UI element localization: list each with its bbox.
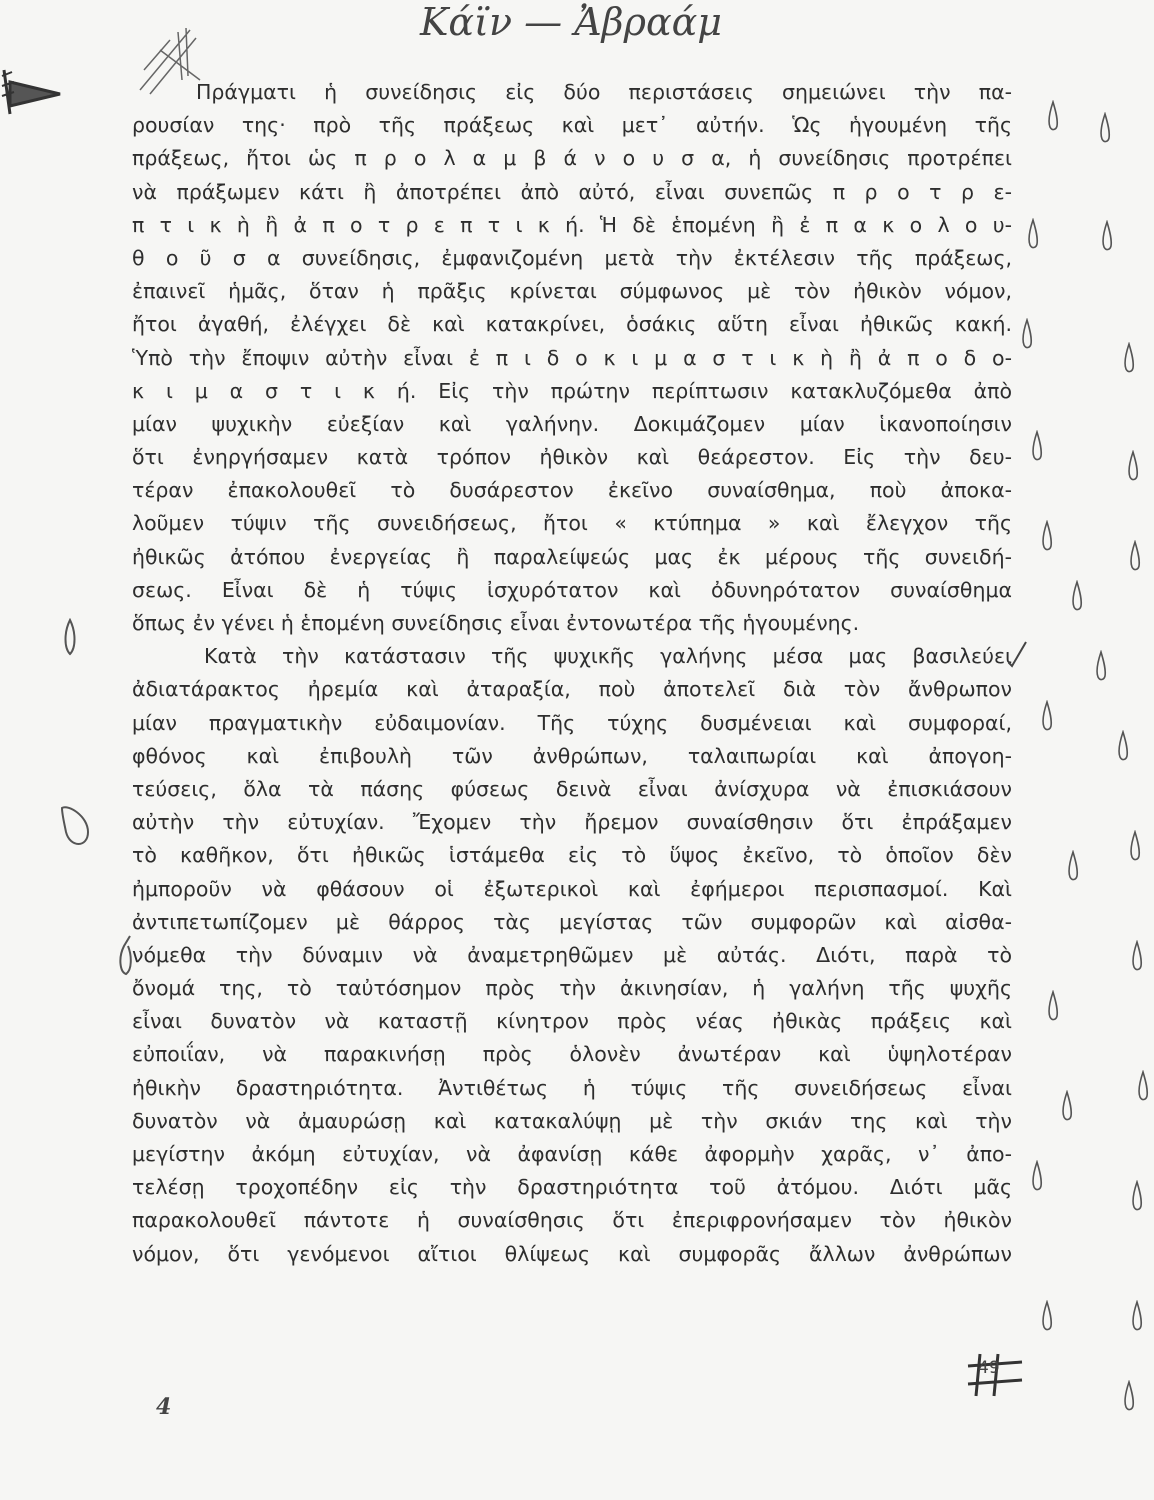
text-line: θ ο ῦ σ α συνείδησις, ἐμφανιζομένη μετὰ τὴν ἐκτέλεσιν τῆς πράξεως, bbox=[132, 245, 1012, 270]
text-line: ἀντιπετωπίζομεν μὲ θάρρος τὰς μεγίστας τῶν συμφορῶν καὶ αἰσθα- bbox=[132, 909, 1012, 934]
teardrop-mark-icon bbox=[1040, 1300, 1054, 1332]
text-line: ἠθικὴν δραστηριότητα. Ἀντιθέτως ἡ τύψις τῆς συνειδήσεως εἶναι bbox=[132, 1075, 1012, 1100]
teardrop-mark-icon bbox=[1094, 650, 1108, 682]
text-line: ἠμποροῦν νὰ φθάσουν οἱ ἐξωτερικοὶ καὶ ἐφήμεροι περισπασμοί. Καὶ bbox=[132, 876, 1012, 901]
handwritten-title: Κάϊν — Ἀβραάμ bbox=[420, 0, 722, 44]
teardrop-mark-icon bbox=[1100, 220, 1114, 252]
teardrop-mark-icon bbox=[1046, 990, 1060, 1022]
text-line: Ὑπὸ τὴν ἔποψιν αὐτὴν εἶναι ἐ π ι δ ο κ ι μ α σ τ ι κ ὴ ἢ ἀ π ο δ ο- bbox=[132, 345, 1012, 370]
teardrop-mark-icon bbox=[1122, 1380, 1136, 1412]
text-line: ἠθικῶς ἀτόπου ἐνεργείας ἢ παραλείψεώς μας ἐκ μέρους τῆς συνειδή- bbox=[132, 544, 1012, 569]
text-line: δυνατὸν νὰ ἀμαυρώσῃ καὶ κατακαλύψῃ μὲ τὴν σκιάν της καὶ τὴν bbox=[132, 1108, 1012, 1133]
text-line: τελέσῃ τροχοπέδην εἰς τὴν δραστηριότητα τοῦ ἀτόμου. Διότι μᾶς bbox=[132, 1175, 1012, 1200]
text-line: ὅτι ἐνηργήσαμεν κατὰ τρόπον ἠθικὸν καὶ θεάρεστον. Εἰς τὴν δευ- bbox=[132, 445, 1012, 470]
text-line: εὐποιΐαν, νὰ παρακινήσῃ πρὸς ὁλονὲν ἀνωτέραν καὶ ὑψηλοτέραν bbox=[132, 1042, 1012, 1067]
teardrop-mark-icon bbox=[1020, 318, 1034, 350]
margin-loop-mark bbox=[60, 618, 80, 658]
text-line: μίαν ψυχικὴν εὐεξίαν καὶ γαλήνην. Δοκιμάζομεν μίαν ἱκανοποίησιν bbox=[132, 411, 1012, 436]
teardrop-mark-icon bbox=[1126, 450, 1140, 482]
text-line: τεύσεις, ὅλα τὰ πάσης φύσεως δεινὰ εἶναι ἀνίσχυρα νὰ ἐπισκιάσουν bbox=[132, 776, 1012, 801]
text-line: τέραν ἐπακολουθεῖ τὸ δυσάρεστον ἐκεῖνο συναίσθημα, ποὺ ἀποκα- bbox=[132, 478, 1012, 503]
teardrop-mark-icon bbox=[1130, 940, 1144, 972]
text-line: σεως. Εἶναι δὲ ἡ τύψις ἰσχυρότατον καὶ ὀδυνηρότατον συναίσθημα bbox=[132, 577, 1012, 602]
text-line: ὄνομά της, τὸ ταὐτόσημον πρὸς τὴν ἀκινησίαν, ἡ γαλήνη τῆς ψυχῆς bbox=[132, 976, 1012, 1001]
text-line: εἶναι δυνατὸν νὰ καταστῇ κίνητρον πρὸς νέας ἠθικὰς πράξεις καὶ bbox=[132, 1009, 1012, 1034]
teardrop-mark-icon bbox=[1046, 100, 1060, 132]
teardrop-mark-icon bbox=[1130, 1300, 1144, 1332]
teardrop-mark-icon bbox=[1040, 700, 1054, 732]
text-line: παρακολουθεῖ πάντοτε ἡ συναίσθησις ὅτι ἐπεριφρονήσαμεν τὸν ἠθικὸν bbox=[132, 1208, 1012, 1233]
teardrop-mark-icon bbox=[1030, 1160, 1044, 1192]
teardrop-mark-icon bbox=[1130, 1180, 1144, 1212]
teardrop-mark-icon bbox=[1128, 540, 1142, 572]
text-line: ρουσίαν της· πρὸ τῆς πράξεως καὶ μετ᾽ αὐτήν. Ὡς ἡγουμένη τῆς bbox=[132, 113, 1012, 138]
text-line: λοῦμεν τύψιν τῆς συνειδήσεως, ἤτοι « κτύπημα » καὶ ἔλεγχον τῆς bbox=[132, 511, 1012, 536]
stamped-page-number bbox=[966, 1350, 1026, 1400]
teardrop-mark-icon bbox=[1040, 520, 1054, 552]
text-line: π τ ι κ ὴ ἢ ἀ π ο τ ρ ε π τ ι κ ή. Ἡ δὲ ἑπομένη ἢ ἐ π α κ ο λ ο υ- bbox=[132, 212, 1012, 237]
teardrop-mark-icon bbox=[1136, 1070, 1150, 1102]
text-line: νόμον, ὅτι γενόμενοι αἴτιοι θλίψεως καὶ συμφορᾶς ἄλλων ἀνθρώπων bbox=[132, 1241, 1012, 1266]
teardrop-mark-icon bbox=[1066, 850, 1080, 882]
teardrop-mark-icon bbox=[1060, 1090, 1074, 1122]
text-line: τὸ καθῆκον, ὅτι ἠθικῶς ἱστάμεθα εἰς τὸ ὕψος ἐκεῖνο, τὸ ὁποῖον δὲν bbox=[132, 843, 1012, 868]
teardrop-mark-icon bbox=[1070, 580, 1084, 612]
teardrop-mark-icon bbox=[1026, 218, 1040, 250]
stamped-number-text: 49 bbox=[978, 1358, 1000, 1378]
text-line: Κατὰ τὴν κατάστασιν τῆς ψυχικῆς γαλήνης μέσα μας βασιλεύει bbox=[204, 644, 1012, 669]
text-line: νόμεθα τὴν δύναμιν νὰ ἀναμετρηθῶμεν μὲ αὐτάς. Διότι, παρὰ τὸ bbox=[132, 942, 1012, 967]
teardrop-mark-icon bbox=[1128, 830, 1142, 862]
text-line: κ ι μ α σ τ ι κ ή. Εἰς τὴν πρώτην περίπτωσιν κατακλυζόμεθα ἀπὸ bbox=[132, 378, 1012, 403]
teardrop-mark-icon bbox=[1116, 730, 1130, 762]
text-line: ὅπως ἐν γένει ἡ ἑπομένη συνείδησις εἶναι ἐντονωτέρα τῆς ἡγουμένης. bbox=[132, 611, 860, 635]
teardrop-mark-icon bbox=[1098, 112, 1112, 144]
teardrop-mark-icon bbox=[1030, 430, 1044, 462]
text-line: πράξεως, ἤτοι ὡς π ρ ο λ α μ β ά ν ο υ σ α, ἡ συνείδησις προτρέπει bbox=[132, 146, 1012, 171]
body-text bbox=[132, 76, 1012, 1271]
margin-slash-mark bbox=[1008, 640, 1028, 670]
text-line: φθόνος καὶ ἐπιβουλὴ τῶν ἀνθρώπων, ταλαιπωρίαι καὶ ἀπογοη- bbox=[132, 743, 1012, 768]
margin-loop-mark bbox=[58, 802, 94, 852]
teardrop-mark-icon bbox=[1122, 342, 1136, 374]
text-line: αὐτὴν τὴν εὐτυχίαν. Ἔχομεν τὴν ἤρεμον συναίσθησιν ὅτι ἐπράξαμεν bbox=[132, 810, 1012, 835]
text-line: ἐπαινεῖ ἡμᾶς, ὅταν ἡ πρᾶξις κρίνεται σύμφωνος μὲ τὸν ἠθικὸν νόμον, bbox=[132, 279, 1012, 304]
text-line: ἤτοι ἀγαθή, ἐλέγχει δὲ καὶ κατακρίνει, ὁσάκις αὕτη εἶναι ἠθικῶς κακή. bbox=[132, 312, 1012, 337]
text-line: νὰ πράξωμεν κάτι ἢ ἀποτρέπει ἀπὸ αὐτό, εἶναι συνεπῶς π ρ ο τ ρ ε- bbox=[132, 179, 1012, 204]
text-line: μεγίστην ἀκόμη εὐτυχίαν, νὰ ἀφανίσῃ κάθε ἀφορμὴν χαρᾶς, ν᾽ ἀπο- bbox=[132, 1142, 1012, 1166]
text-line: Πράγματι ἡ συνείδησις εἰς δύο περιστάσεις σημειώνει τὴν πα- bbox=[196, 80, 1012, 104]
text-line: μίαν πραγματικὴν εὐδαιμονίαν. Τῆς τύχης δυσμένειαι καὶ συμφοραί, bbox=[132, 710, 1012, 735]
margin-arrow-mark bbox=[0, 62, 80, 122]
text-line: ἀδιατάρακτος ἠρεμία καὶ ἀταραξία, ποὺ ἀποτελεῖ διὰ τὸν ἄνθρωπον bbox=[132, 677, 1012, 702]
page-number: 4 bbox=[156, 1394, 172, 1420]
